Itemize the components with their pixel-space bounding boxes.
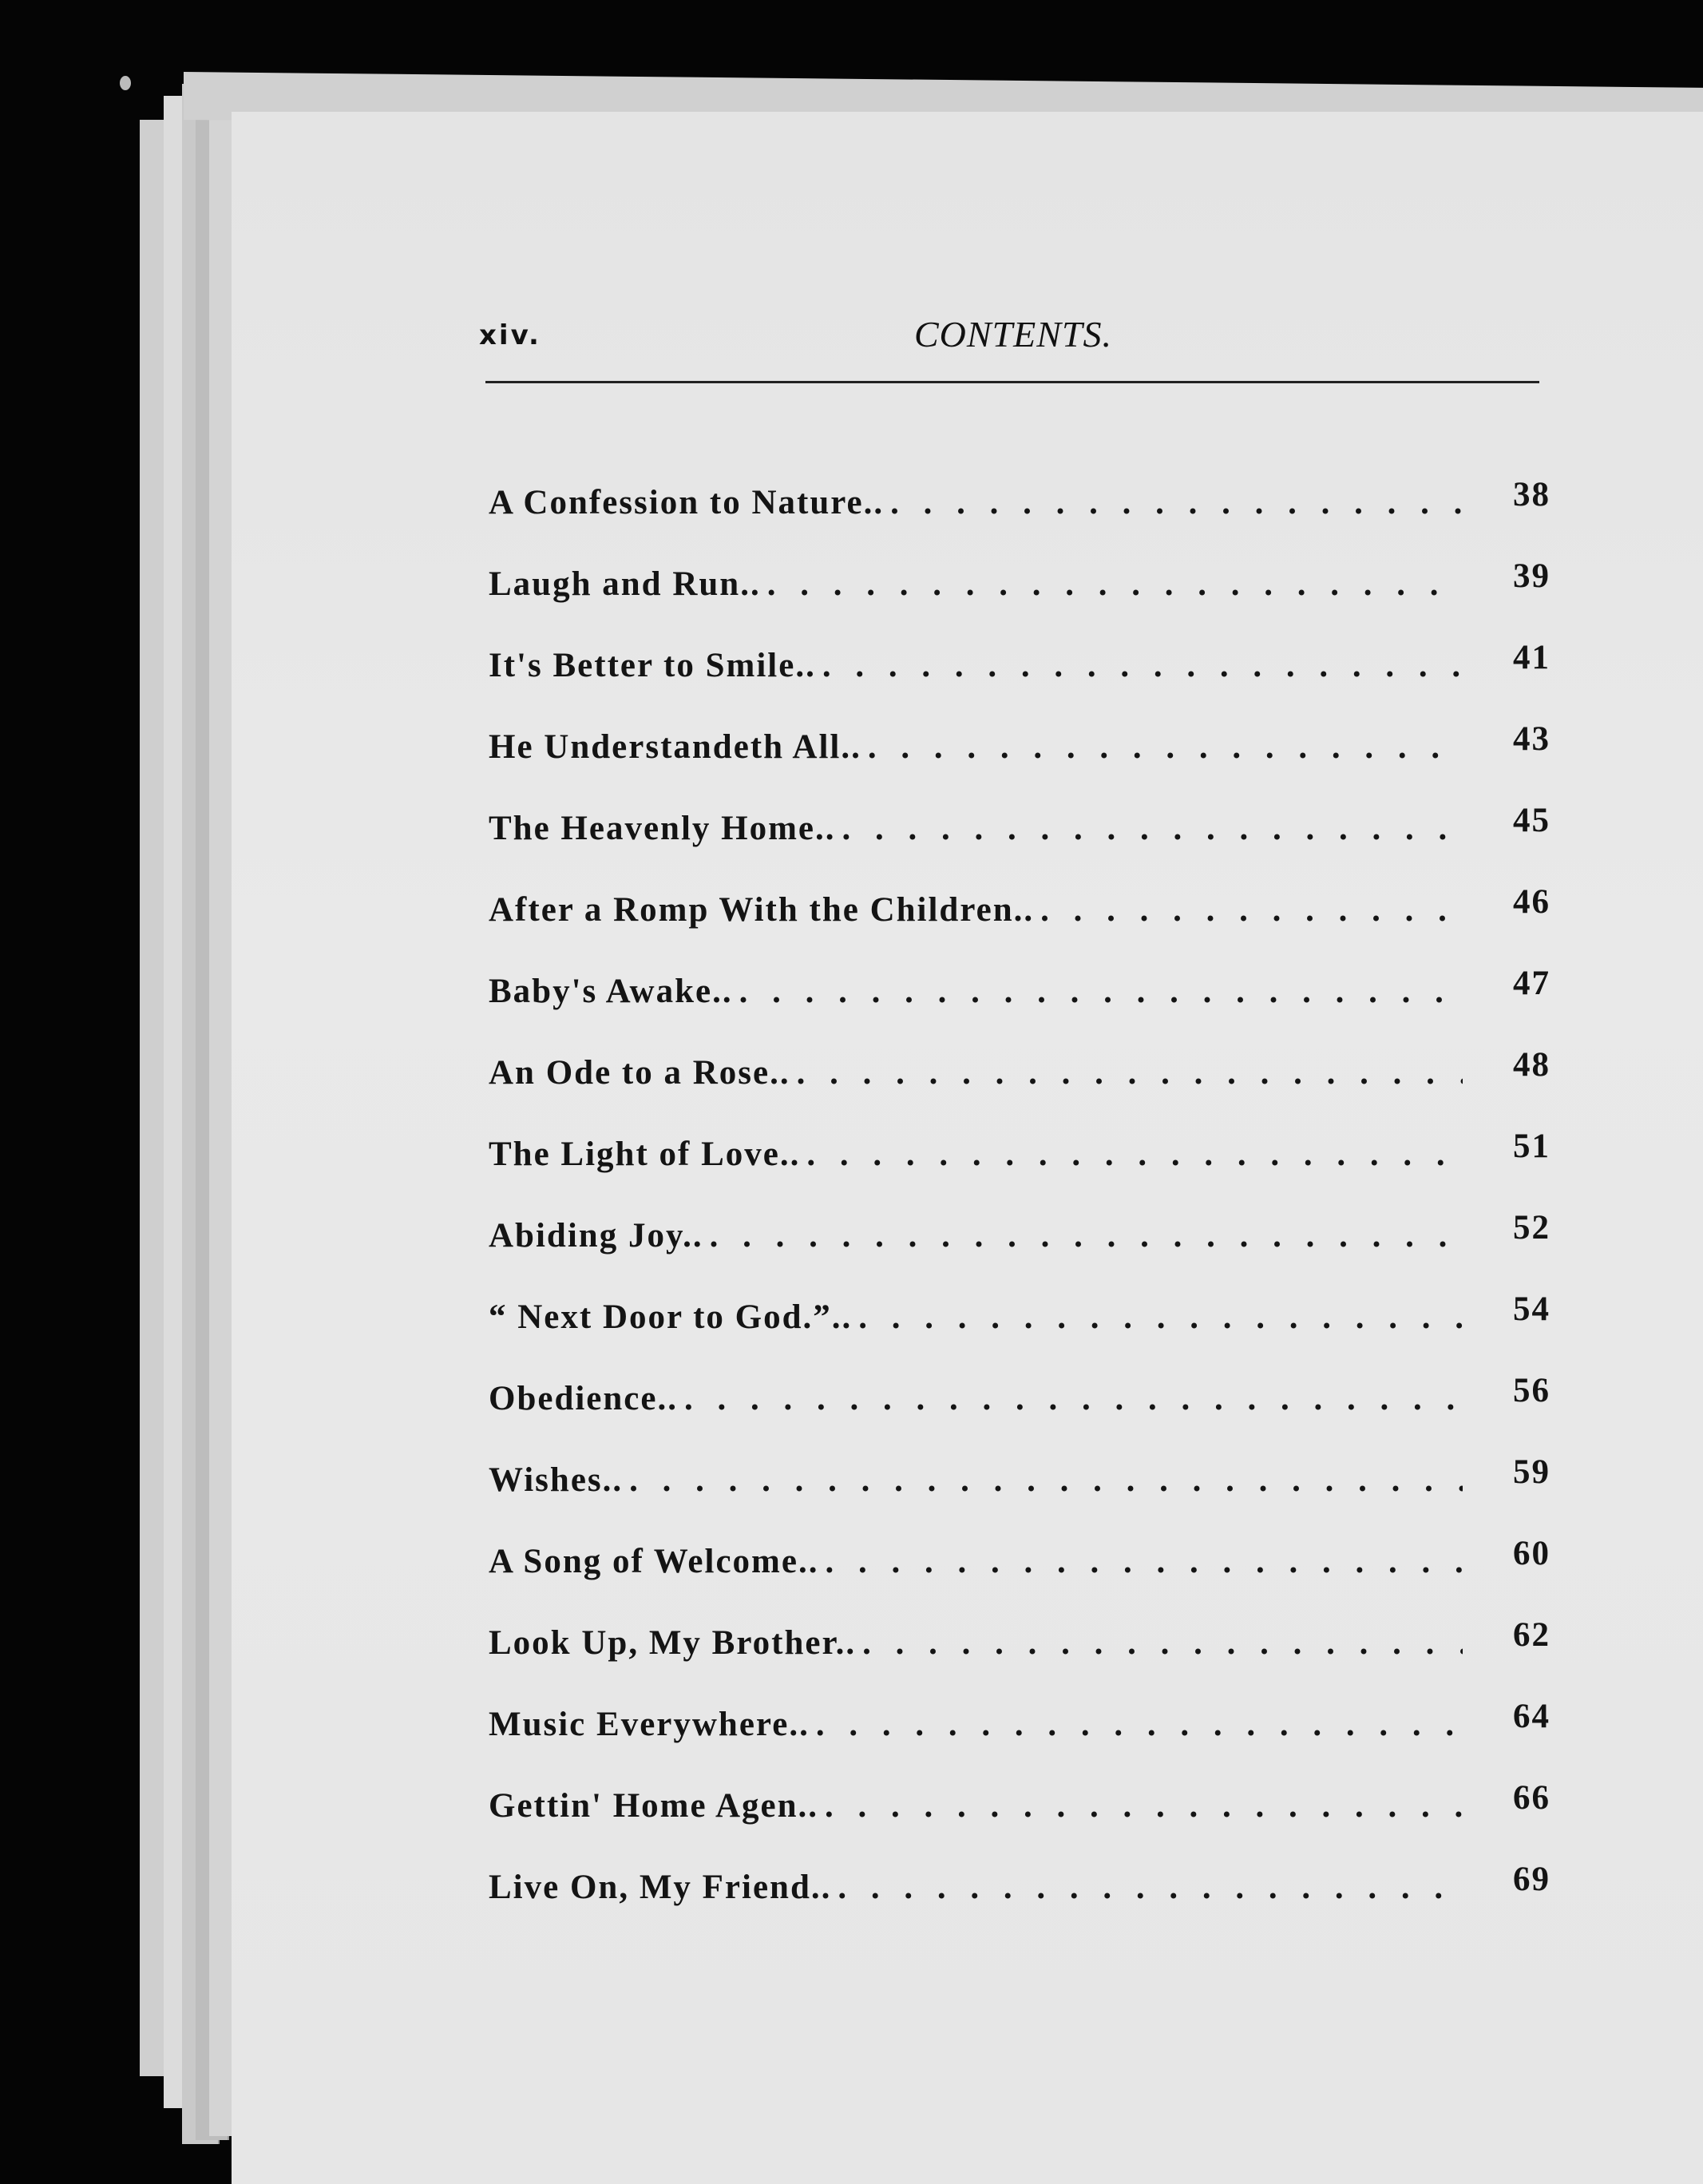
toc-page-number: 66 — [1513, 1779, 1551, 1817]
toc-entry-title: Music Everywhere.. — [489, 1706, 810, 1743]
toc-page-number: 38 — [1513, 476, 1551, 513]
dot-leader — [806, 1135, 1463, 1174]
toc-entry[interactable] — [489, 1535, 1551, 1623]
toc-entry-title: “ Next Door to God.”.. — [489, 1298, 853, 1336]
toc-page-number: 41 — [1513, 639, 1551, 676]
toc-entry[interactable] — [489, 720, 1551, 809]
toc-page-number: 47 — [1513, 965, 1551, 1002]
toc-entry-title: Look Up, My Brother.. — [489, 1624, 857, 1662]
toc-entry[interactable] — [489, 1453, 1551, 1542]
toc-entry-title: Baby's Awake.. — [489, 973, 733, 1010]
toc-entry-title: He Understandeth All.. — [489, 728, 861, 766]
table-of-contents — [489, 476, 1551, 1949]
toc-entry[interactable] — [489, 1616, 1551, 1705]
toc-entry-title: Wishes.. — [489, 1461, 624, 1499]
toc-page-number: 48 — [1513, 1046, 1551, 1084]
dot-leader — [739, 972, 1463, 1011]
toc-entry-title: A Confession to Nature.. — [489, 484, 885, 521]
toc-page-number: 64 — [1513, 1698, 1551, 1735]
toc-entry-title: An Ode to a Rose.. — [489, 1054, 790, 1092]
toc-entry-title: Abiding Joy.. — [489, 1217, 703, 1255]
toc-entry[interactable] — [489, 1779, 1551, 1868]
dot-leader — [684, 1379, 1463, 1418]
toc-entry[interactable] — [489, 965, 1551, 1053]
dot-leader — [862, 1623, 1463, 1663]
dot-leader — [825, 1542, 1463, 1581]
toc-entry-title: The Light of Love.. — [489, 1136, 801, 1173]
dot-leader — [1040, 890, 1463, 929]
toc-entry-title: After a Romp With the Children.. — [489, 891, 1035, 929]
dot-leader — [816, 1705, 1463, 1744]
toc-entry[interactable] — [489, 883, 1551, 972]
page-title: CONTENTS. — [914, 314, 1113, 355]
page-folio: xiv. — [479, 319, 541, 351]
dot-leader — [797, 1053, 1463, 1092]
running-head — [479, 313, 1541, 369]
toc-page-number: 51 — [1513, 1128, 1551, 1165]
toc-entry-title: Gettin' Home Agen.. — [489, 1787, 819, 1825]
dot-leader — [822, 646, 1463, 685]
toc-entry[interactable] — [489, 802, 1551, 890]
toc-page-number: 54 — [1513, 1290, 1551, 1328]
toc-entry[interactable] — [489, 1128, 1551, 1216]
dot-leader — [767, 565, 1463, 604]
toc-entry[interactable] — [489, 1290, 1551, 1379]
dot-leader — [890, 483, 1463, 522]
toc-page-number: 43 — [1513, 720, 1551, 758]
toc-entry[interactable] — [489, 557, 1551, 646]
toc-entry-title: Live On, My Friend.. — [489, 1869, 832, 1906]
toc-entry[interactable] — [489, 476, 1551, 565]
toc-page-number: 59 — [1513, 1453, 1551, 1491]
toc-entry[interactable] — [489, 1372, 1551, 1461]
toc-page-number: 60 — [1513, 1535, 1551, 1572]
dot-leader — [629, 1461, 1463, 1500]
toc-entry[interactable] — [489, 1209, 1551, 1298]
toc-entry-title: The Heavenly Home.. — [489, 810, 836, 847]
toc-page-number: 69 — [1513, 1861, 1551, 1898]
toc-entry[interactable] — [489, 1861, 1551, 1949]
dot-leader — [825, 1786, 1463, 1825]
dust-speck — [120, 76, 131, 90]
toc-page-number: 46 — [1513, 883, 1551, 921]
toc-page-number: 56 — [1513, 1372, 1551, 1409]
dot-leader — [842, 809, 1463, 848]
toc-page-number: 45 — [1513, 802, 1551, 839]
toc-entry[interactable] — [489, 1698, 1551, 1786]
toc-page-number: 52 — [1513, 1209, 1551, 1247]
dot-leader — [710, 1216, 1463, 1255]
toc-page-number: 39 — [1513, 557, 1551, 595]
header-rule — [485, 381, 1539, 383]
dot-leader — [868, 727, 1463, 767]
toc-entry[interactable] — [489, 639, 1551, 727]
toc-page-number: 62 — [1513, 1616, 1551, 1654]
toc-entry[interactable] — [489, 1046, 1551, 1135]
toc-entry-title: Laugh and Run.. — [489, 565, 761, 603]
toc-entry-title: It's Better to Smile.. — [489, 647, 816, 684]
dot-leader — [838, 1868, 1463, 1907]
toc-entry-title: A Song of Welcome.. — [489, 1543, 819, 1580]
toc-entry-title: Obedience.. — [489, 1380, 678, 1417]
dot-leader — [858, 1298, 1463, 1337]
